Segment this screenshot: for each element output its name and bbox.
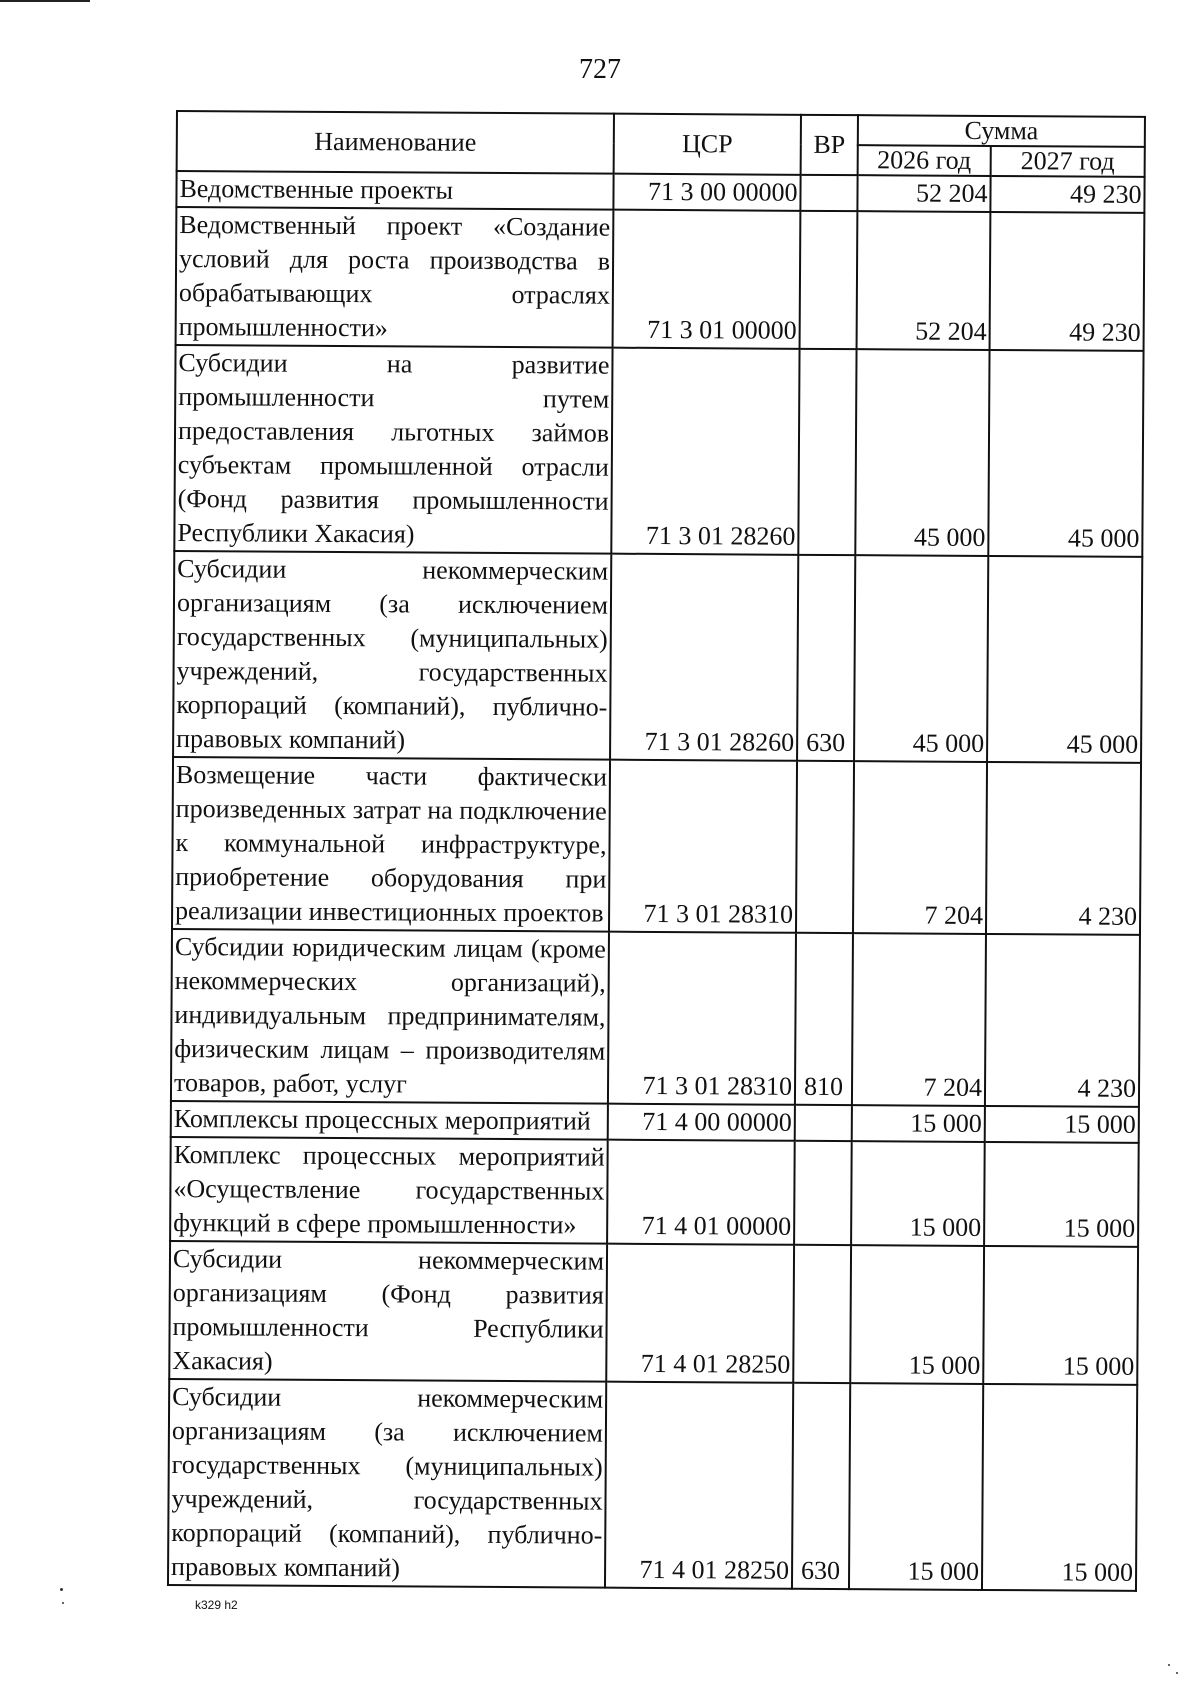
- table-header: [177, 111, 1145, 177]
- cell-sum-2026: 7 204: [853, 761, 987, 934]
- cell-sum-2027: 49 230: [990, 212, 1145, 351]
- cell-vr: [793, 1245, 851, 1383]
- cell-sum-2027: 4 230: [985, 934, 1140, 1107]
- cell-sum-2026: 15 000: [850, 1245, 984, 1384]
- cell-sum-2026: 7 204: [852, 933, 986, 1106]
- cell-sum-2026: 52 204: [857, 211, 991, 350]
- header-csr: ЦСР: [614, 114, 801, 175]
- cell-name: Комплекс процессных мероприятий «Осуществление государственных функций в сфере промышленности»: [170, 1137, 608, 1244]
- cell-csr: 71 4 01 28250: [606, 1244, 794, 1383]
- cell-csr: 71 3 00 00000: [613, 174, 800, 211]
- cell-name: Ведомственный проект «Создание условий для роста производства в обрабатывающих отраслях промышленности»: [176, 207, 614, 348]
- cell-csr: 71 3 01 28310: [609, 760, 797, 933]
- cell-csr: 71 4 01 00000: [607, 1140, 795, 1245]
- cell-vr: [794, 1141, 852, 1245]
- cell-name: Субсидии юридическим лицам (кроме некоммерческих организаций), индивидуальным предпринимателям, физическим лицам – производителям товаров, работ, услуг: [171, 929, 609, 1104]
- cell-sum-2027: 4 230: [986, 762, 1141, 935]
- cell-name: Субсидии некоммерческим организациям (за исключением государственных (муниципальных) учреждений, государственных корпораций (компаний), публично-правовых компаний): [173, 551, 611, 760]
- cell-sum-2026: 45 000: [854, 555, 988, 762]
- scan-speck: [62, 1602, 64, 1604]
- cell-vr: [798, 349, 856, 555]
- table-row: [171, 929, 1140, 1107]
- table-row: [176, 207, 1145, 351]
- table-row: [171, 1101, 1139, 1143]
- cell-csr: 71 4 01 28250: [605, 1382, 793, 1589]
- cell-vr: [800, 175, 857, 211]
- cell-vr: [795, 1105, 852, 1141]
- header-vr: ВР: [801, 115, 858, 175]
- table-row: [172, 757, 1141, 935]
- header-name: Наименование: [177, 111, 614, 174]
- cell-csr: 71 3 01 28260: [611, 348, 799, 555]
- scan-corner-mark: [0, 0, 90, 2]
- scan-speck: [1176, 1672, 1178, 1674]
- scan-speck: [60, 1588, 63, 1591]
- cell-csr: 71 3 01 28310: [608, 932, 796, 1105]
- cell-sum-2027: 15 000: [985, 1106, 1139, 1143]
- budget-table-container: [167, 110, 1146, 1592]
- cell-sum-2026: 45 000: [855, 349, 989, 556]
- cell-name: Ведомственные проекты: [176, 171, 613, 210]
- table-body: [168, 171, 1145, 1591]
- table-row: [170, 1137, 1139, 1247]
- table-row: [176, 171, 1144, 213]
- cell-sum-2026: 15 000: [851, 1141, 985, 1246]
- cell-sum-2027: 45 000: [988, 350, 1143, 557]
- cell-sum-2026: 52 204: [857, 175, 990, 212]
- cell-name: Возмещение части фактически произведенных затрат на подключение к коммунальной инфраструктуре, приобретение оборудования при реализации инвестиционных проектов: [172, 757, 610, 932]
- cell-sum-2027: 49 230: [990, 176, 1144, 213]
- cell-sum-2027: 15 000: [984, 1142, 1139, 1247]
- cell-vr: 810: [795, 933, 853, 1105]
- cell-name: Субсидии на развитие промышленности путем предоставления льготных займов субъектам промышленной отрасли (Фонд развития промышленности Республики Хакасия): [174, 345, 612, 554]
- cell-vr: [800, 211, 858, 349]
- cell-sum-2027: 15 000: [982, 1384, 1137, 1591]
- scan-speck: [1168, 1664, 1170, 1666]
- cell-csr: 71 3 01 28260: [610, 554, 798, 761]
- table-row: [168, 1379, 1137, 1591]
- cell-csr: 71 4 00 00000: [608, 1104, 795, 1141]
- cell-name: Субсидии некоммерческим организациям (за исключением государственных (муниципальных) учреждений, государственных корпораций (компаний), публично-правовых компаний): [168, 1379, 606, 1588]
- table-row: [169, 1241, 1138, 1385]
- cell-name: Субсидии некоммерческим организациям (Фонд развития промышленности Республики Хакасия): [169, 1241, 607, 1382]
- budget-table: [167, 110, 1146, 1592]
- footer-code: k329 h2: [195, 1598, 238, 1612]
- cell-sum-2026: 15 000: [849, 1383, 983, 1590]
- cell-vr: 630: [797, 555, 855, 761]
- cell-sum-2027: 15 000: [983, 1246, 1138, 1385]
- header-year-2027: 2027 год: [991, 146, 1145, 177]
- cell-vr: [796, 761, 854, 933]
- table-row: [173, 551, 1142, 763]
- page-number: 727: [579, 54, 621, 85]
- header-sum: Сумма: [858, 115, 1145, 147]
- cell-vr: 630: [792, 1383, 850, 1589]
- cell-sum-2027: 45 000: [987, 556, 1142, 763]
- header-year-2026: 2026 год: [858, 145, 991, 176]
- table-row: [174, 345, 1143, 557]
- cell-sum-2026: 15 000: [852, 1105, 985, 1142]
- cell-name: Комплексы процессных мероприятий: [171, 1101, 608, 1140]
- cell-csr: 71 3 01 00000: [613, 210, 801, 349]
